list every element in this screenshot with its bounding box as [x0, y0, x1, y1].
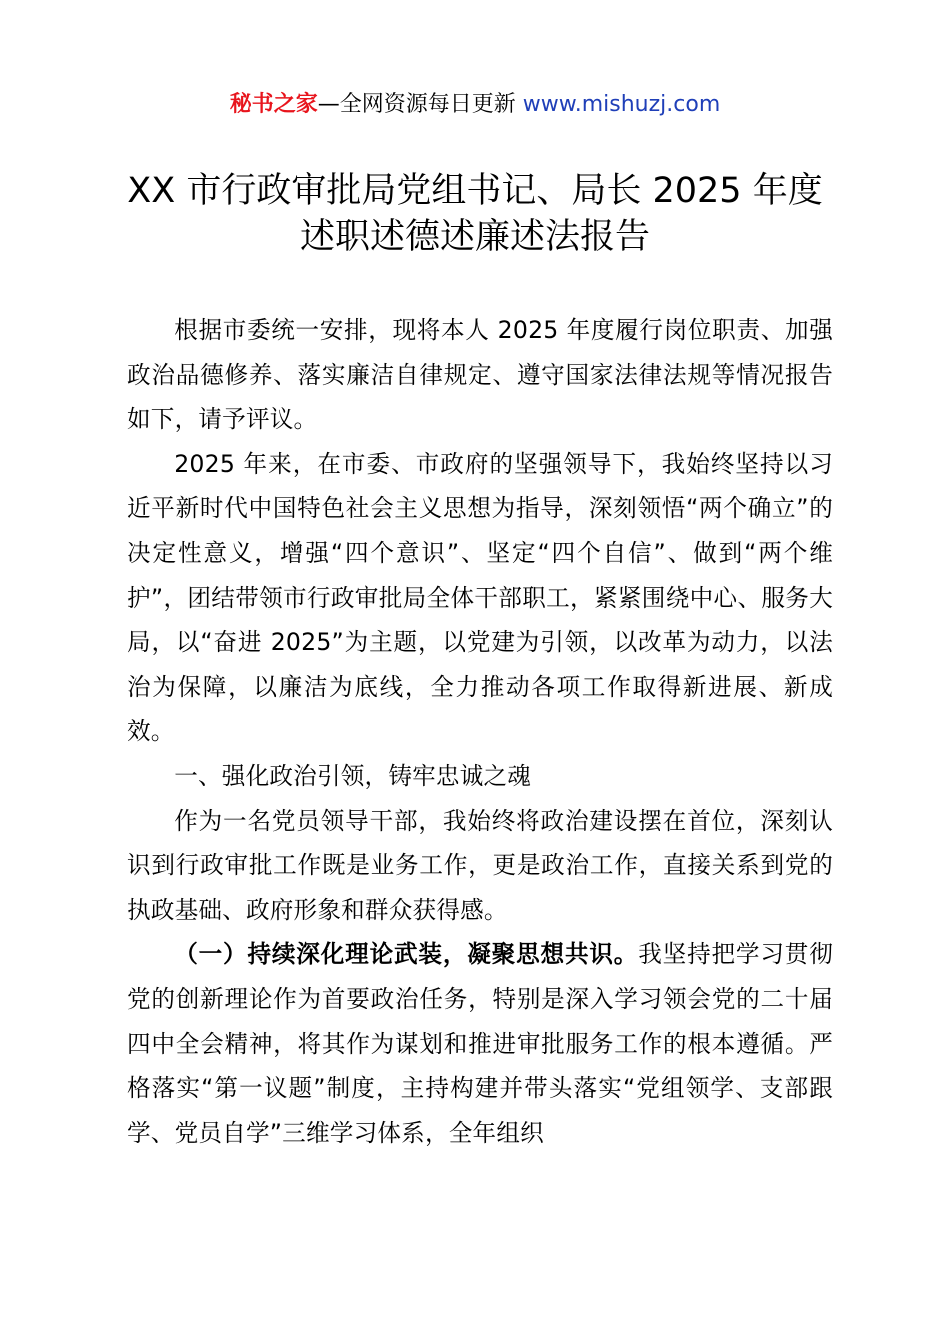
paragraph-subsection-1: [127, 932, 833, 1155]
paragraph-section-1-intro: 作为一名党员领导干部，我始终将政治建设摆在首位，深刻认识到行政审批工作既是业务工作，更是政治工作，直接关系到党的执政基础、政府形象和群众获得感。: [127, 806, 833, 924]
subsection-1-text: 我坚持把学习贯彻党的创新理论作为首要政治任务，特别是深入学习领会党的二十届四中全会精神，将其作为谋划和推进审批服务工作的根本遵循。严格落实“第一议题”制度，主持构建并带头落实“党组领学、支部跟学、党员自学”三维学习体系，全年组织: [127, 940, 833, 1147]
document-title-line-2: 述职述德述廉述法报告: [299, 217, 650, 257]
document-title-line-1: XX 市行政审批局党组书记、局长 2025 年度: [127, 171, 823, 211]
site-tagline: —全网资源每日更新: [317, 92, 523, 117]
subsection-1-heading: （一）持续深化理论武装，凝聚思想共识。: [174, 940, 639, 969]
site-url-link[interactable]: www.mishuzj.com: [522, 92, 721, 117]
paragraph-intro: 根据市委统一安排，现将本人 2025 年度履行岗位职责、加强政治品德修养、落实廉洁自律规定、遵守国家法律法规等情况报告如下，请予评议。: [127, 316, 833, 434]
document-title: [100, 168, 850, 260]
paragraph-overview: 2025 年来，在市委、市政府的坚强领导下，我始终坚持以习近平新时代中国特色社会主义思想为指导，深刻领悟“两个确立”的决定性意义，增强“四个意识”、坚定“四个自信”、做到“两个维护”，团结带领市行政审批局全体干部职工，紧紧围绕中心、服务大局，以“奋进 2025”为主题，以党建为引领，以改革为动力，以法治为保障，以廉洁为底线，全力推动各项工作取得新进展、新成效。: [127, 449, 833, 746]
site-header: [0, 88, 950, 122]
site-brand: 秘书之家: [229, 92, 318, 117]
section-heading-1: 一、强化政治引领，铸牢忠诚之魂: [174, 761, 532, 790]
document-body: [127, 308, 833, 1155]
